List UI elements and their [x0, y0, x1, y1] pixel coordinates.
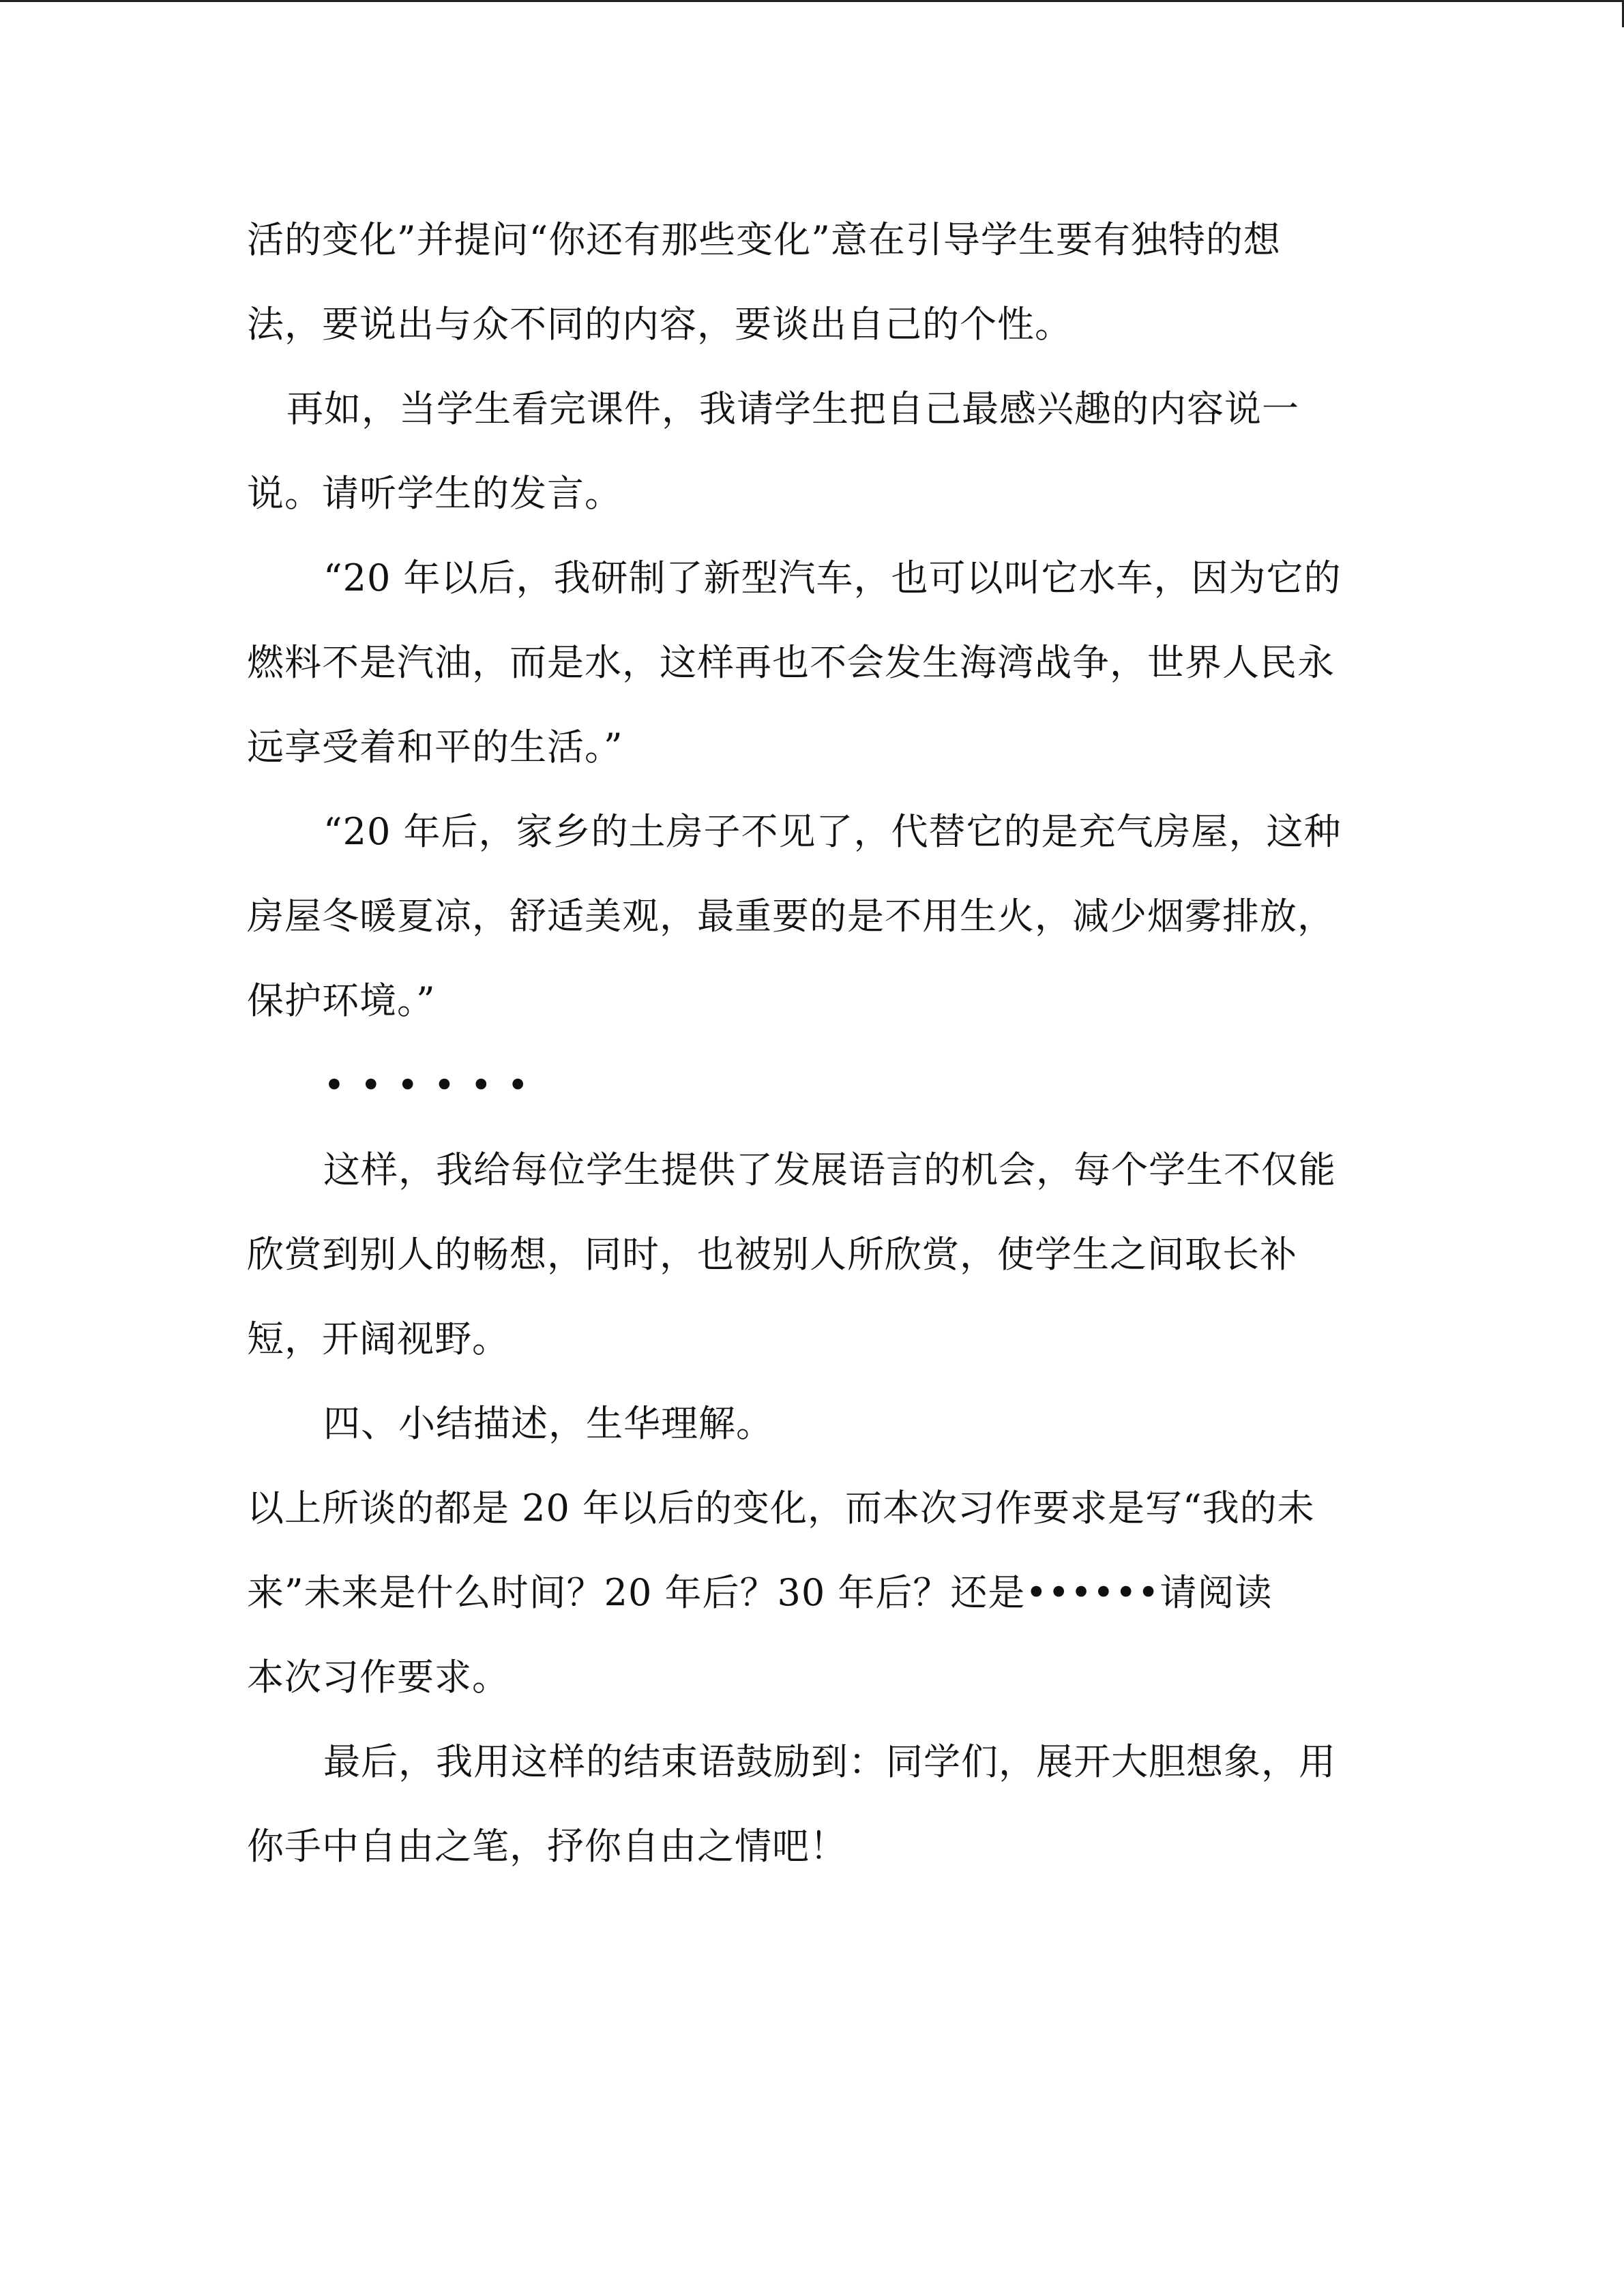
text-line-9: 房屋冬暖夏凉，舒适美观，最重要的是不用生火，减少烟雾排放，	[247, 895, 1335, 938]
text-line-1: 活的变化”并提问“你还有那些变化”意在引导学生要有独特的想	[247, 218, 1281, 261]
text-line-3: 再如，当学生看完课件，我请学生把自己最感兴趣的内容说一	[286, 387, 1299, 430]
section-heading-summary: 四、小结描述，生华理解。	[323, 1402, 773, 1445]
text-line-16: 以上所谈的都是 20 年以后的变化，而本次习作要求是写“我的未	[247, 1487, 1315, 1530]
text-line-18: 本次习作要求。	[247, 1656, 510, 1699]
text-line-2: 法，要说出与众不同的内容，要谈出自己的个性。	[247, 303, 1072, 346]
text-line-7: 远享受着和平的生活。”	[247, 726, 623, 769]
text-line-19: 最后，我用这样的结束语鼓励到：同学们，展开大胆想象，用	[323, 1740, 1336, 1783]
text-line-5: “20 年以后，我研制了新型汽车，也可以叫它水车，因为它的	[323, 556, 1342, 599]
text-line-12: 这样，我给每位学生提供了发展语言的机会，每个学生不仅能	[323, 1148, 1336, 1191]
ellipsis-dots: ••••••	[323, 1064, 544, 1107]
page-top-border	[0, 0, 1624, 2]
text-line-10: 保护环境。”	[247, 979, 436, 1022]
document-page	[247, 198, 1393, 1889]
text-line-8: “20 年后，家乡的土房子不见了，代替它的是充气房屋，这种	[323, 810, 1342, 853]
text-line-20: 你手中自由之笔，抒你自由之情吧！	[247, 1825, 847, 1868]
text-line-4: 说。请听学生的发言。	[247, 472, 622, 515]
text-line-14: 短，开阔视野。	[247, 1317, 510, 1360]
text-line-13: 欣赏到别人的畅想，同时，也被别人所欣赏，使学生之间取长补	[247, 1233, 1297, 1276]
text-line-6: 燃料不是汽油，而是水，这样再也不会发生海湾战争，世界人民永	[247, 641, 1335, 684]
text-line-17: 来”未来是什么时间？20 年后？30 年后？还是••••••请阅读	[247, 1571, 1273, 1614]
